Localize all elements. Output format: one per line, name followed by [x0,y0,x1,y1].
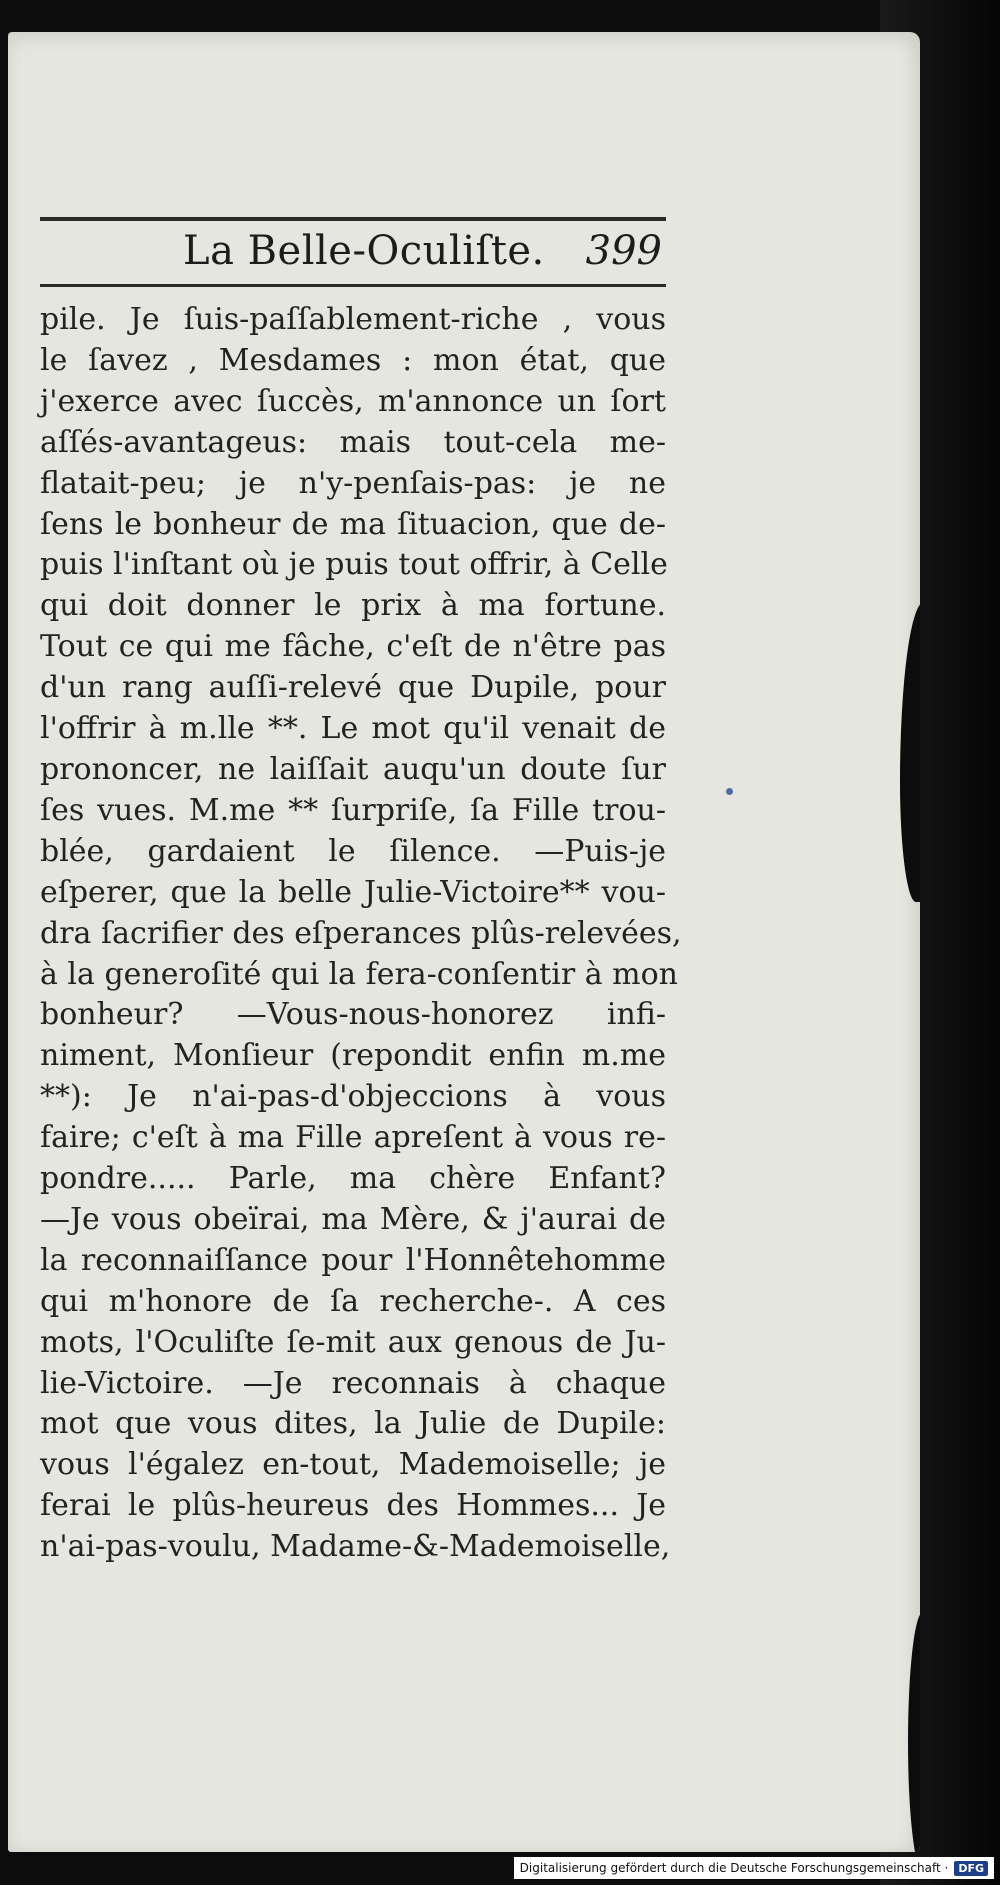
book-page [8,32,920,1852]
footer-credit: Digitalisierung gefördert durch die Deutsche Forschungsgemeinschaft · [519,1861,949,1875]
text-line: la reconnaiſſance pour l'Honnêtehomme [40,1242,666,1278]
text-line: aſſés-avantageus: mais tout-cela me- [40,424,666,460]
text-line: **): Je n'ai-pas-d'objeccions à vous [40,1079,666,1115]
text-line: faire; c'eſt à ma Fille apreſent à vous re- [40,1120,666,1156]
text-line: bonheur? —Vous-nous-honorez infi- [40,997,666,1033]
text-line: pile. Je ſuis-paſſablement-riche , vous [40,302,666,337]
text-line: qui doit donner le prix à ma fortune. [40,588,666,624]
body-text [40,300,682,1568]
text-line: Tout ce qui me fâche, c'eſt de n'être pas [40,629,666,665]
digitization-footer [514,1857,994,1879]
page-header [40,222,666,284]
text-line: mot que vous dites, la Julie de Dupile: [40,1406,666,1442]
header-rule-bottom [40,284,666,287]
text-line: d'un rang auſſi-relevé que Dupile, pour [40,670,666,706]
text-line: ſens le bonheur de ma ſituacion, que de- [40,506,666,542]
text-line: à la generoſité qui la fera-conſentir à mon [40,956,678,992]
text-line: —Je vous obeïrai, ma Mère, & j'aurai de [40,1201,666,1237]
text-line: lie-Victoire. —Je reconnais à chaque [40,1365,666,1401]
torn-edge [908,1612,920,1852]
text-line: vous l'égalez en-tout, Mademoiselle; je [40,1447,666,1483]
text-line: pondre..... Parle, ma chère Enfant? [40,1161,666,1197]
text-line: dra ſacrifier des eſperances plûs-relevées, [40,915,682,951]
text-line: puis l'inſtant où je puis tout offrir, à Celle [40,547,668,583]
text-line: prononcer, ne laiſſait auqu'un doute ſur [40,751,666,787]
ink-spot [726,788,733,795]
running-title: La Belle-Oculiſte. [183,228,545,274]
text-line: le ſavez , Mesdames : mon état, que [40,342,666,378]
text-line: mots, l'Oculiſte ſe-mit aux genous de Ju- [40,1324,666,1360]
dfg-logo: DFG [954,1861,988,1876]
text-line: niment, Monſieur (repondit enfin m.me [40,1038,666,1074]
text-line: ferai le plûs-heureus des Hommes... Je [40,1488,666,1524]
text-line: j'exerce avec ſuccès, m'annonce un ſort [40,383,666,419]
text-line: ſes vues. M.me ** ſurpriſe, ſa Fille trou- [40,792,666,828]
header-rule-top [40,217,666,221]
text-line: qui m'honore de ſa recherche-. A ces [40,1283,666,1319]
text-line: l'offrir à m.lle **. Le mot qu'il venait de [40,711,666,747]
text-line: n'ai-pas-voulu, Madame-&-Mademoiselle, [40,1529,671,1565]
page-number: 399 [585,228,662,274]
torn-edge [900,602,920,902]
text-line: flatait-peu; je n'y-penſais-pas: je ne [40,465,666,501]
text-line: blée, gardaient le ſilence. —Puis-je [40,833,666,869]
text-line: eſperer, que la belle Julie-Victoire** vou- [40,874,666,910]
